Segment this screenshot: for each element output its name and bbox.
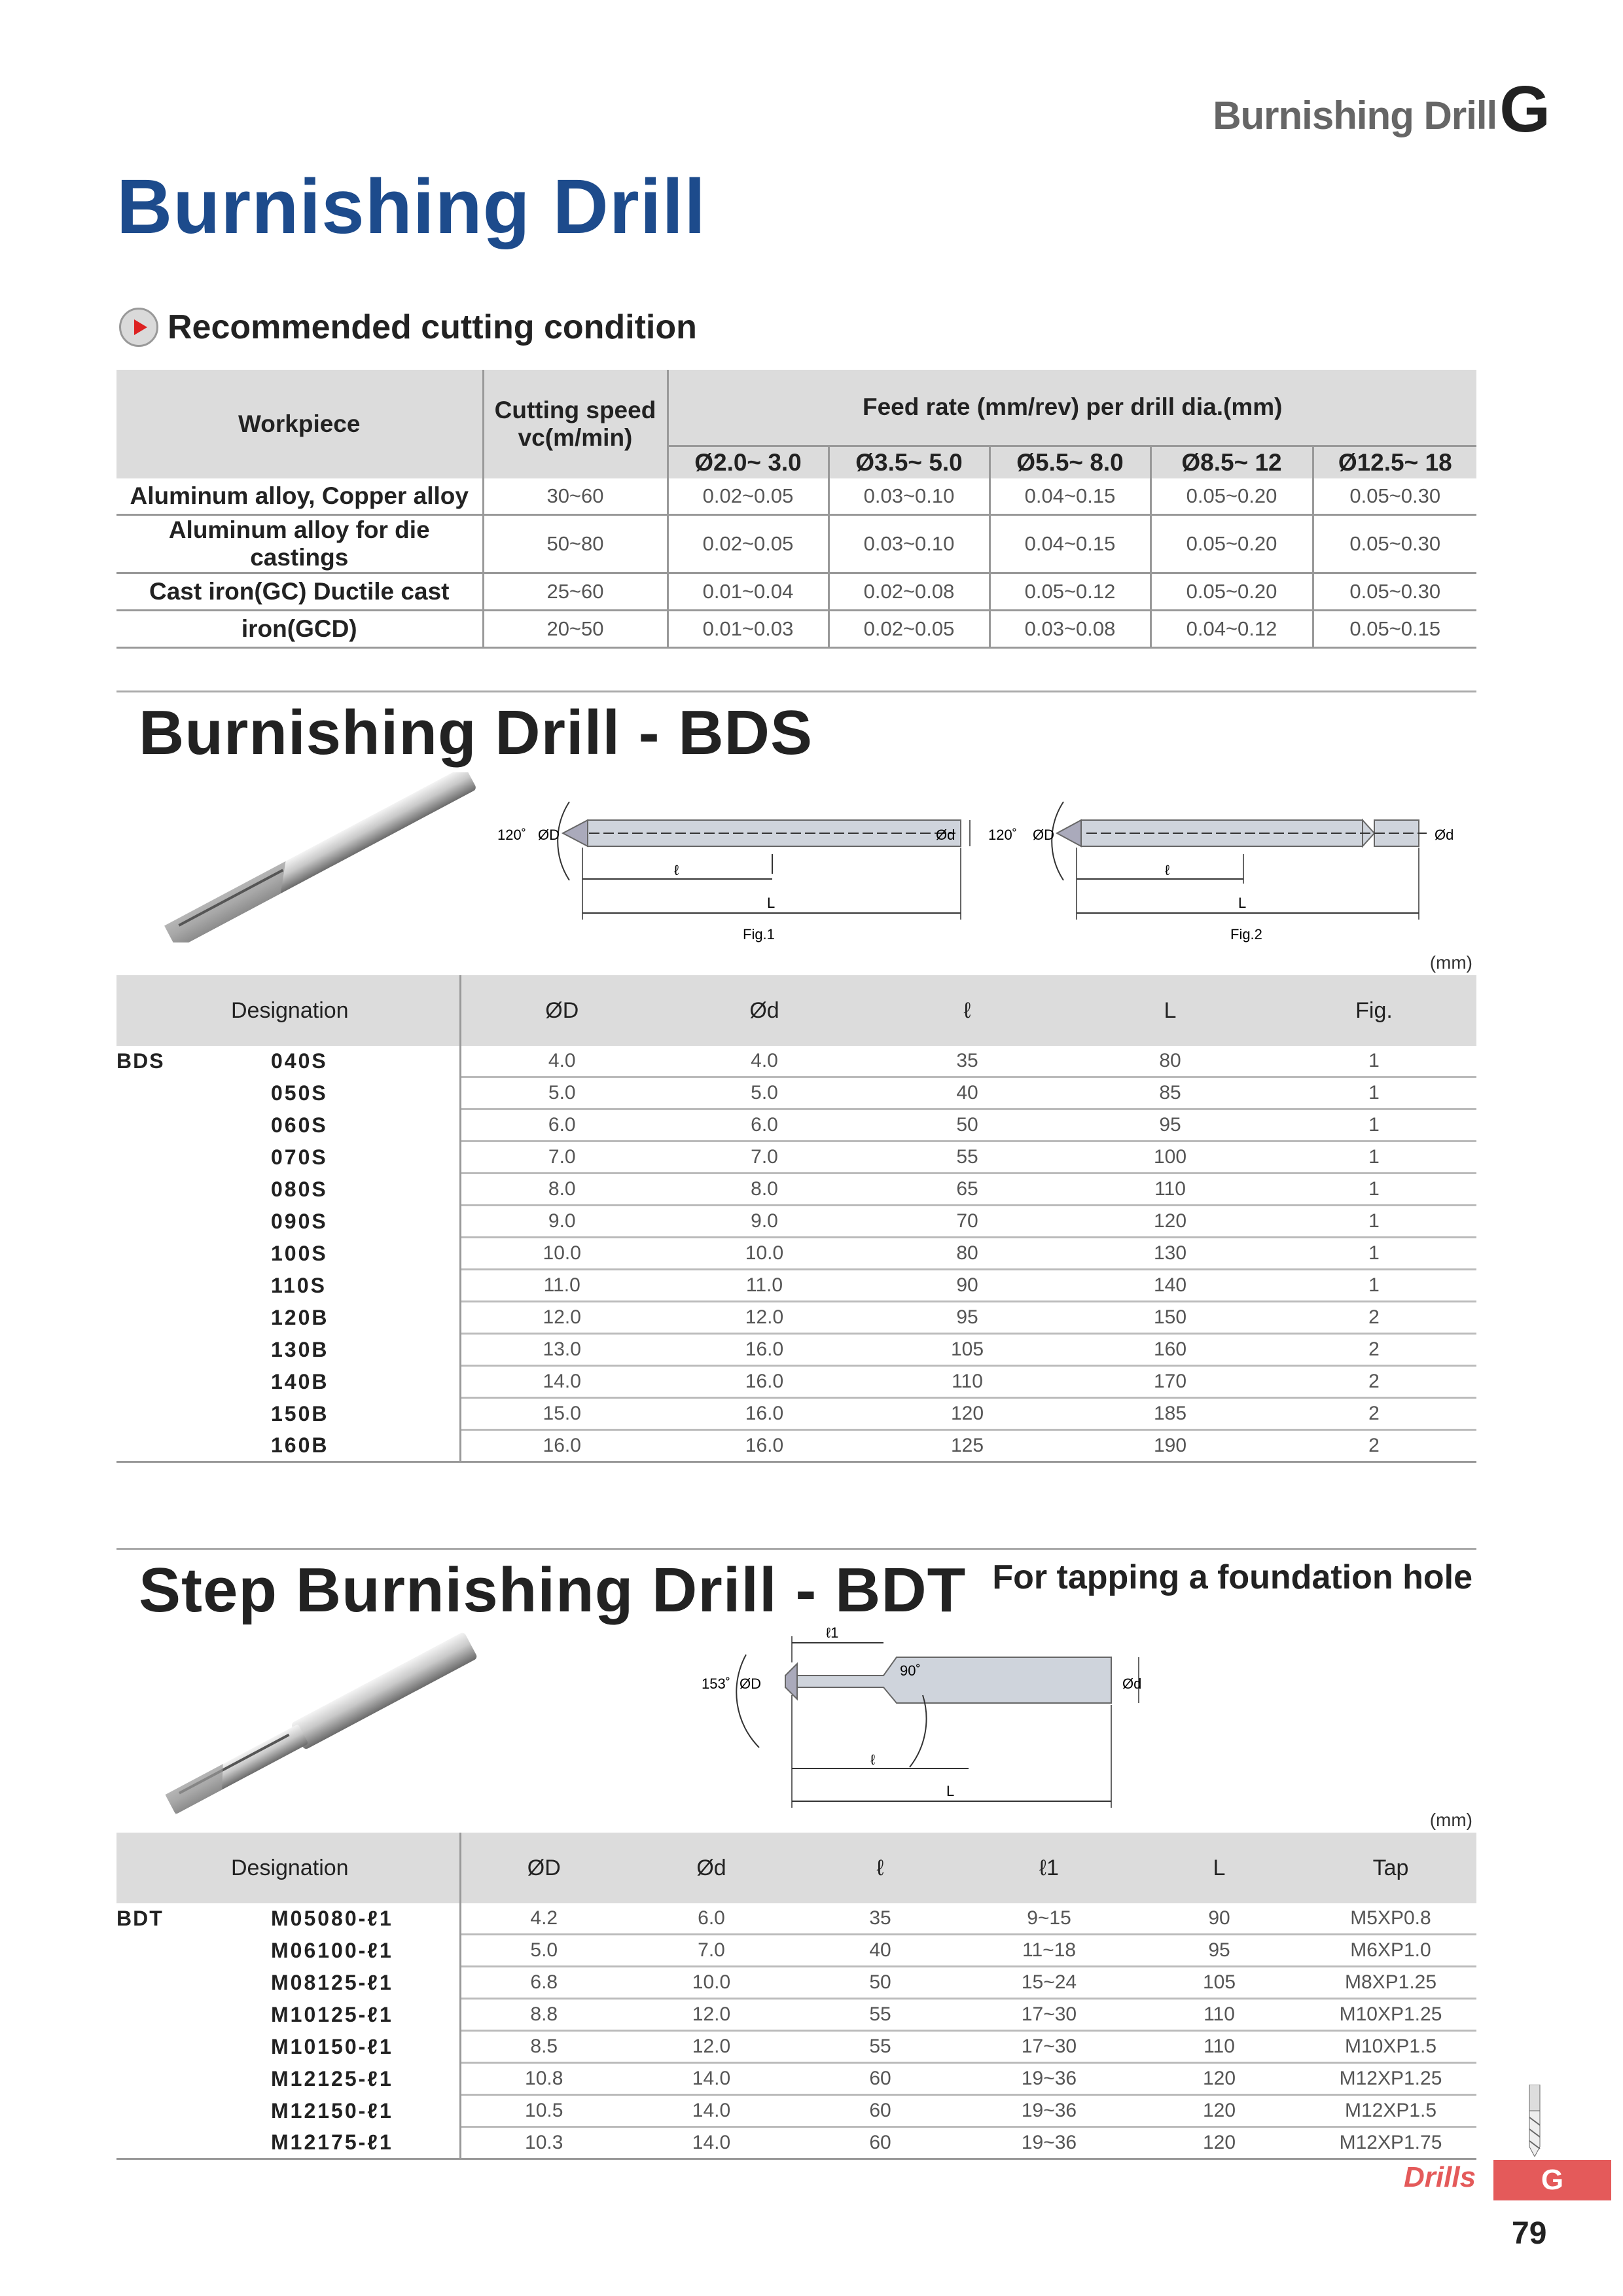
dim-l1-label: ℓ1 [826,1624,839,1641]
value-cell: 7.0 [663,1141,866,1174]
value-cell: 120 [1133,2063,1305,2095]
table-row [116,1967,1476,1999]
col-L: L [1069,975,1272,1046]
value-cell: 16.0 [663,1430,866,1462]
value-cell: 10.0 [627,1967,796,1999]
value-cell: 40 [796,1935,965,1967]
angle2-label: 90˚ [900,1662,921,1679]
value-cell: 8.0 [663,1174,866,1206]
col-diameter: Ø12.5~ 18 [1313,446,1476,478]
col-cutting-speed-line1: Cutting speed [494,397,656,423]
value-cell: 1 [1272,1077,1476,1109]
feed-rate-cell: 0.02~0.08 [829,573,990,611]
value-cell: 17~30 [965,2031,1133,2063]
value-cell: 11.0 [663,1270,866,1302]
feed-rate-cell: 0.02~0.05 [829,611,990,648]
drill-icon [1522,2085,1548,2157]
value-cell: 10.0 [460,1238,663,1270]
section-divider [116,1548,1476,1550]
col-l: ℓ [866,975,1069,1046]
feed-rate-cell: 0.03~0.10 [829,478,990,515]
value-cell: 12.0 [460,1302,663,1334]
value-cell: 50 [796,1967,965,1999]
col-cutting-speed-line2: vc(m/min) [518,424,633,451]
series-cell [116,2127,270,2159]
value-cell: 55 [796,1999,965,2031]
dim-l-label: ℓ [870,1751,876,1768]
cutting-condition-heading [119,308,697,347]
col-diameter: Ø8.5~ 12 [1150,446,1313,478]
section-divider [116,691,1476,692]
value-cell: 170 [1069,1366,1272,1398]
dim-D-label: ØD [538,827,560,843]
section-header [1213,72,1550,147]
bds-unit: (mm) [1429,952,1472,973]
value-cell: 9.0 [460,1206,663,1238]
designation-cell: 150B [270,1398,460,1430]
feed-rate-cell: 0.01~0.03 [668,611,829,648]
value-cell: 13.0 [460,1334,663,1366]
series-cell [116,1967,270,1999]
table-row [116,611,1476,648]
angle-label: 120˚ [988,827,1018,843]
table-row [116,1174,1476,1206]
value-cell: 60 [796,2127,965,2159]
value-cell: M10XP1.25 [1305,1999,1476,2031]
bds-title: Burnishing Drill - BDS [139,698,813,768]
value-cell: 110 [1069,1174,1272,1206]
value-cell: 160 [1069,1334,1272,1366]
value-cell: 4.0 [460,1046,663,1077]
value-cell: 110 [1133,1999,1305,2031]
value-cell: 110 [866,1366,1069,1398]
dim-L-label: L [767,895,776,911]
value-cell: 55 [796,2031,965,2063]
value-cell: 9.0 [663,1206,866,1238]
designation-cell: 050S [270,1077,460,1109]
value-cell: 4.2 [460,1903,627,1935]
value-cell: 10.3 [460,2127,627,2159]
angle-label: 120˚ [497,827,527,843]
footer-tab-letter: G [1493,2160,1611,2200]
table-row [116,1077,1476,1109]
fig1-label: Fig.1 [743,926,775,942]
value-cell: 95 [1133,1935,1305,1967]
section-header-title: Burnishing Drill [1213,94,1497,137]
value-cell: 19~36 [965,2127,1133,2159]
col-D: ØD [460,1833,627,1903]
value-cell: 1 [1272,1046,1476,1077]
table-row [116,2095,1476,2127]
value-cell: 15.0 [460,1398,663,1430]
series-cell [116,2063,270,2095]
cutting-condition-heading-text: Recommended cutting condition [168,308,697,346]
dim-L-label: L [946,1783,955,1799]
series-cell: BDS [116,1049,165,1073]
value-cell: 5.0 [663,1077,866,1109]
dim-d-label: Ød [1122,1676,1142,1692]
col-designation: Designation [116,1833,460,1903]
dim-d-label: Ød [1435,827,1454,843]
value-cell: 5.0 [460,1935,627,1967]
angle-label: 153˚ [702,1676,731,1692]
table-row [116,515,1476,573]
page-title: Burnishing Drill [116,164,706,250]
cutting-speed-cell: 25~60 [483,573,668,611]
value-cell: 16.0 [663,1366,866,1398]
workpiece-cell: Aluminum alloy, Copper alloy [116,478,483,515]
table-row [116,573,1476,611]
series-cell [116,1174,270,1206]
value-cell: 35 [796,1903,965,1935]
table-row [116,1206,1476,1238]
value-cell: 70 [866,1206,1069,1238]
col-l: ℓ [796,1833,965,1903]
workpiece-cell: Cast iron(GC) Ductile cast [116,573,483,611]
table-row [116,1366,1476,1398]
designation-cell: 130B [270,1334,460,1366]
designation-cell: 110S [270,1270,460,1302]
series-cell [116,1935,270,1967]
value-cell: M8XP1.25 [1305,1967,1476,1999]
table-row [116,2063,1476,2095]
value-cell: 14.0 [460,1366,663,1398]
value-cell: 19~36 [965,2095,1133,2127]
col-designation: Designation [116,975,460,1046]
table-row [116,1238,1476,1270]
series-cell [116,2031,270,2063]
value-cell: 60 [796,2095,965,2127]
designation-cell: 060S [270,1109,460,1141]
value-cell: 14.0 [627,2063,796,2095]
table-row [116,1903,1476,1935]
value-cell: 5.0 [460,1077,663,1109]
value-cell: 1 [1272,1109,1476,1141]
designation-cell: M05080-ℓ1 [270,1903,460,1935]
bdt-title: Step Burnishing Drill - BDT [139,1555,967,1625]
value-cell: 95 [866,1302,1069,1334]
value-cell: 140 [1069,1270,1272,1302]
value-cell: 6.0 [460,1109,663,1141]
value-cell: 90 [866,1270,1069,1302]
workpiece-cell: Aluminum alloy for die castings [116,515,483,573]
series-cell: BDT [116,1907,164,1931]
col-tap: Tap [1305,1833,1476,1903]
value-cell: 120 [1069,1206,1272,1238]
series-cell [116,1238,270,1270]
value-cell: 9~15 [965,1903,1133,1935]
value-cell: 6.0 [663,1109,866,1141]
value-cell: 7.0 [627,1935,796,1967]
fig2-label: Fig.2 [1230,926,1262,942]
value-cell: 2 [1272,1430,1476,1462]
value-cell: 60 [796,2063,965,2095]
value-cell: 12.0 [663,1302,866,1334]
col-L: L [1133,1833,1305,1903]
feed-rate-cell: 0.05~0.20 [1150,573,1313,611]
value-cell: 2 [1272,1334,1476,1366]
designation-cell: 040S [270,1046,460,1077]
value-cell: M6XP1.0 [1305,1935,1476,1967]
feed-rate-cell: 0.04~0.12 [1150,611,1313,648]
value-cell: 19~36 [965,2063,1133,2095]
value-cell: 105 [866,1334,1069,1366]
value-cell: M5XP0.8 [1305,1903,1476,1935]
designation-cell: M10125-ℓ1 [270,1999,460,2031]
value-cell: 95 [1069,1109,1272,1141]
col-D: ØD [460,975,663,1046]
feed-rate-cell: 0.05~0.30 [1313,573,1476,611]
designation-cell: M12125-ℓ1 [270,2063,460,2095]
series-cell [116,1109,270,1141]
dim-d-label: Ød [936,827,955,843]
designation-cell: 070S [270,1141,460,1174]
designation-cell: M06100-ℓ1 [270,1935,460,1967]
bdt-drawing [694,1623,1178,1813]
value-cell: 16.0 [663,1398,866,1430]
value-cell: 1 [1272,1174,1476,1206]
bdt-subtitle: For tapping a foundation hole [992,1558,1472,1596]
value-cell: 85 [1069,1077,1272,1109]
designation-cell: M12175-ℓ1 [270,2127,460,2159]
play-arrow-icon [119,308,158,347]
cutting-speed-cell: 20~50 [483,611,668,648]
value-cell: M12XP1.75 [1305,2127,1476,2159]
feed-rate-cell: 0.05~0.15 [1313,611,1476,648]
dim-D-label: ØD [1033,827,1054,843]
col-d: Ød [627,1833,796,1903]
value-cell: 80 [866,1238,1069,1270]
value-cell: 2 [1272,1302,1476,1334]
table-row [116,1270,1476,1302]
cutting-speed-cell: 50~80 [483,515,668,573]
col-workpiece: Workpiece [116,370,483,478]
value-cell: M12XP1.5 [1305,2095,1476,2127]
value-cell: 1 [1272,1270,1476,1302]
table-row [116,1109,1476,1141]
value-cell: 80 [1069,1046,1272,1077]
series-cell [116,2095,270,2127]
value-cell: M12XP1.25 [1305,2063,1476,2095]
section-letter: G [1499,73,1550,146]
table-row [116,1430,1476,1462]
feed-rate-cell: 0.05~0.20 [1150,515,1313,573]
value-cell: 1 [1272,1141,1476,1174]
value-cell: 8.8 [460,1999,627,2031]
col-diameter: Ø2.0~ 3.0 [668,446,829,478]
table-row [116,1302,1476,1334]
page-number: 79 [1512,2216,1547,2251]
value-cell: 150 [1069,1302,1272,1334]
series-cell [116,1430,270,1462]
table-row [116,1141,1476,1174]
value-cell: 10.5 [460,2095,627,2127]
value-cell: 50 [866,1109,1069,1141]
cutting-speed-cell: 30~60 [483,478,668,515]
value-cell: 2 [1272,1398,1476,1430]
col-fig: Fig. [1272,975,1476,1046]
feed-rate-cell: 0.03~0.08 [990,611,1150,648]
value-cell: 10.0 [663,1238,866,1270]
table-row [116,1046,1476,1077]
value-cell: 190 [1069,1430,1272,1462]
value-cell: M10XP1.5 [1305,2031,1476,2063]
value-cell: 10.8 [460,2063,627,2095]
value-cell: 105 [1133,1967,1305,1999]
feed-rate-cell: 0.05~0.30 [1313,478,1476,515]
designation-cell: M10150-ℓ1 [270,2031,460,2063]
dim-L-label: L [1238,895,1247,911]
value-cell: 125 [866,1430,1069,1462]
series-cell [116,1270,270,1302]
dim-l-label: ℓ [1165,862,1170,878]
feed-rate-cell: 0.05~0.12 [990,573,1150,611]
value-cell: 8.5 [460,2031,627,2063]
feed-rate-cell: 0.05~0.20 [1150,478,1313,515]
feed-rate-cell: 0.02~0.05 [668,478,829,515]
value-cell: 16.0 [663,1334,866,1366]
table-row [116,478,1476,515]
value-cell: 1 [1272,1206,1476,1238]
series-cell [116,1999,270,2031]
col-d: Ød [663,975,866,1046]
value-cell: 6.8 [460,1967,627,1999]
value-cell: 12.0 [627,2031,796,2063]
value-cell: 7.0 [460,1141,663,1174]
value-cell: 120 [1133,2095,1305,2127]
value-cell: 14.0 [627,2127,796,2159]
col-cutting-speed [483,370,668,478]
footer-category: Drills [1404,2161,1476,2193]
value-cell: 17~30 [965,1999,1133,2031]
dim-l-label: ℓ [674,862,679,878]
value-cell: 110 [1133,2031,1305,2063]
value-cell: 65 [866,1174,1069,1206]
col-l1: ℓ1 [965,1833,1133,1903]
feed-rate-cell: 0.04~0.15 [990,478,1150,515]
dim-D-label: ØD [740,1676,761,1692]
series-cell [116,1366,270,1398]
value-cell: 8.0 [460,1174,663,1206]
value-cell: 4.0 [663,1046,866,1077]
table-row [116,1398,1476,1430]
value-cell: 11~18 [965,1935,1133,1967]
bdt-table [116,1833,1476,2160]
series-cell [116,1302,270,1334]
value-cell: 12.0 [627,1999,796,2031]
bdt-unit: (mm) [1429,1810,1472,1830]
value-cell: 130 [1069,1238,1272,1270]
table-row [116,1999,1476,2031]
col-diameter: Ø5.5~ 8.0 [990,446,1150,478]
value-cell: 2 [1272,1366,1476,1398]
value-cell: 6.0 [627,1903,796,1935]
value-cell: 15~24 [965,1967,1133,1999]
value-cell: 14.0 [627,2095,796,2127]
bdt-tool-image [137,1630,504,1820]
bds-fig1-drawing [484,782,982,946]
series-cell [116,1334,270,1366]
designation-cell: 160B [270,1430,460,1462]
feed-rate-cell: 0.04~0.15 [990,515,1150,573]
designation-cell: 100S [270,1238,460,1270]
series-cell [116,1141,270,1174]
bds-tool-image [137,772,504,942]
value-cell: 100 [1069,1141,1272,1174]
feed-rate-cell: 0.01~0.04 [668,573,829,611]
value-cell: 1 [1272,1238,1476,1270]
designation-cell: 080S [270,1174,460,1206]
bds-fig2-drawing [982,782,1479,946]
designation-cell: 140B [270,1366,460,1398]
designation-cell: M12150-ℓ1 [270,2095,460,2127]
table-row [116,1334,1476,1366]
value-cell: 16.0 [460,1430,663,1462]
series-cell [116,1206,270,1238]
value-cell: 120 [866,1398,1069,1430]
col-diameter: Ø3.5~ 5.0 [829,446,990,478]
value-cell: 11.0 [460,1270,663,1302]
value-cell: 40 [866,1077,1069,1109]
value-cell: 55 [866,1141,1069,1174]
series-cell [116,1398,270,1430]
value-cell: 90 [1133,1903,1305,1935]
designation-cell: 120B [270,1302,460,1334]
value-cell: 120 [1133,2127,1305,2159]
cutting-condition-table [116,370,1476,649]
feed-rate-cell: 0.05~0.30 [1313,515,1476,573]
value-cell: 185 [1069,1398,1272,1430]
value-cell: 35 [866,1046,1069,1077]
table-row [116,1935,1476,1967]
feed-rate-cell: 0.02~0.05 [668,515,829,573]
table-row [116,2127,1476,2159]
workpiece-cell: iron(GCD) [116,611,483,648]
series-cell [116,1077,270,1109]
designation-cell: 090S [270,1206,460,1238]
col-feed-rate: Feed rate (mm/rev) per drill dia.(mm) [668,370,1476,446]
designation-cell: M08125-ℓ1 [270,1967,460,1999]
table-row [116,2031,1476,2063]
bds-table [116,975,1476,1463]
feed-rate-cell: 0.03~0.10 [829,515,990,573]
